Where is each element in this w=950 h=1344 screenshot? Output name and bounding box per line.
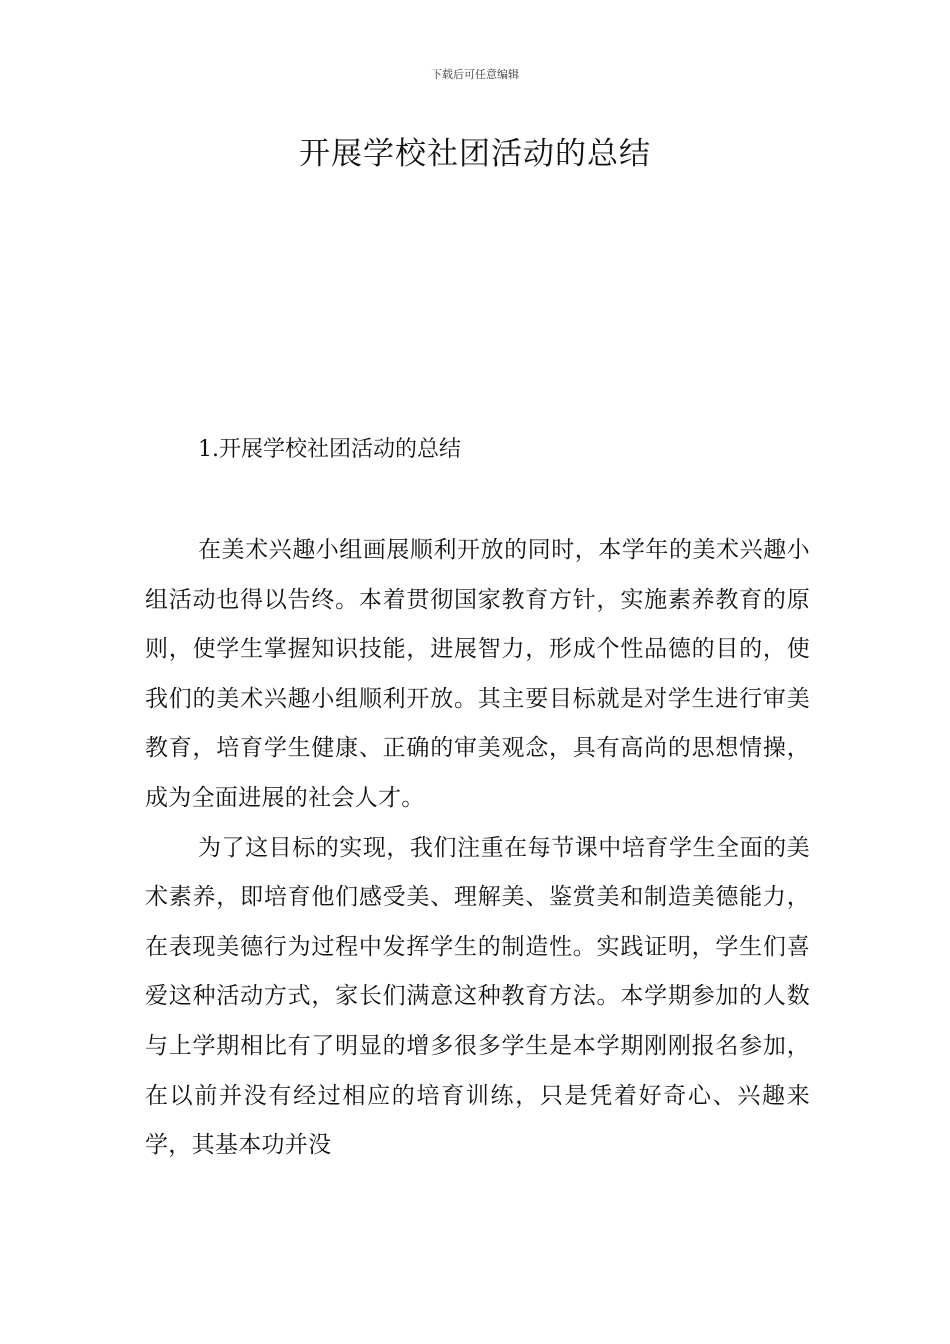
section-heading: 1.开展学校社团活动的总结 (198, 437, 461, 462)
body-paragraph: 在美术兴趣小组画展顺利开放的同时，本学年的美术兴趣小组活动也得以告终。本着贯彻国家教育方针，实施素养教育的原则，使学生掌握知识技能，进展智力，形成个性品德的目的，使我们的美术兴趣小组顺利开放。其主要目标就是对学生进行审美教育，培育学生健康、正确的审美观念，具有高尚的思想情操，成为全面进展的社会人才。 (145, 537, 810, 811)
document-body (145, 526, 810, 1171)
body-paragraph: 为了这目标的实现，我们注重在每节课中培育学生全面的美术素养，即培育他们感受美、理解美、鉴赏美和制造美德能力，在表现美德行为过程中发挥学生的制造性。实践证明，学生们喜爱这种活动方式，家长们满意这种教育方法。本学期参加的人数与上学期相比有了明显的增多很多学生是本学期刚刚报名参加，在以前并没有经过相应的培育训练，只是凭着好奇心、兴趣来学，其基本功并没 (145, 834, 810, 1159)
document-title: 开展学校社团活动的总结 (299, 136, 651, 172)
page-header-note: 下载后可任意编辑 (431, 68, 519, 81)
